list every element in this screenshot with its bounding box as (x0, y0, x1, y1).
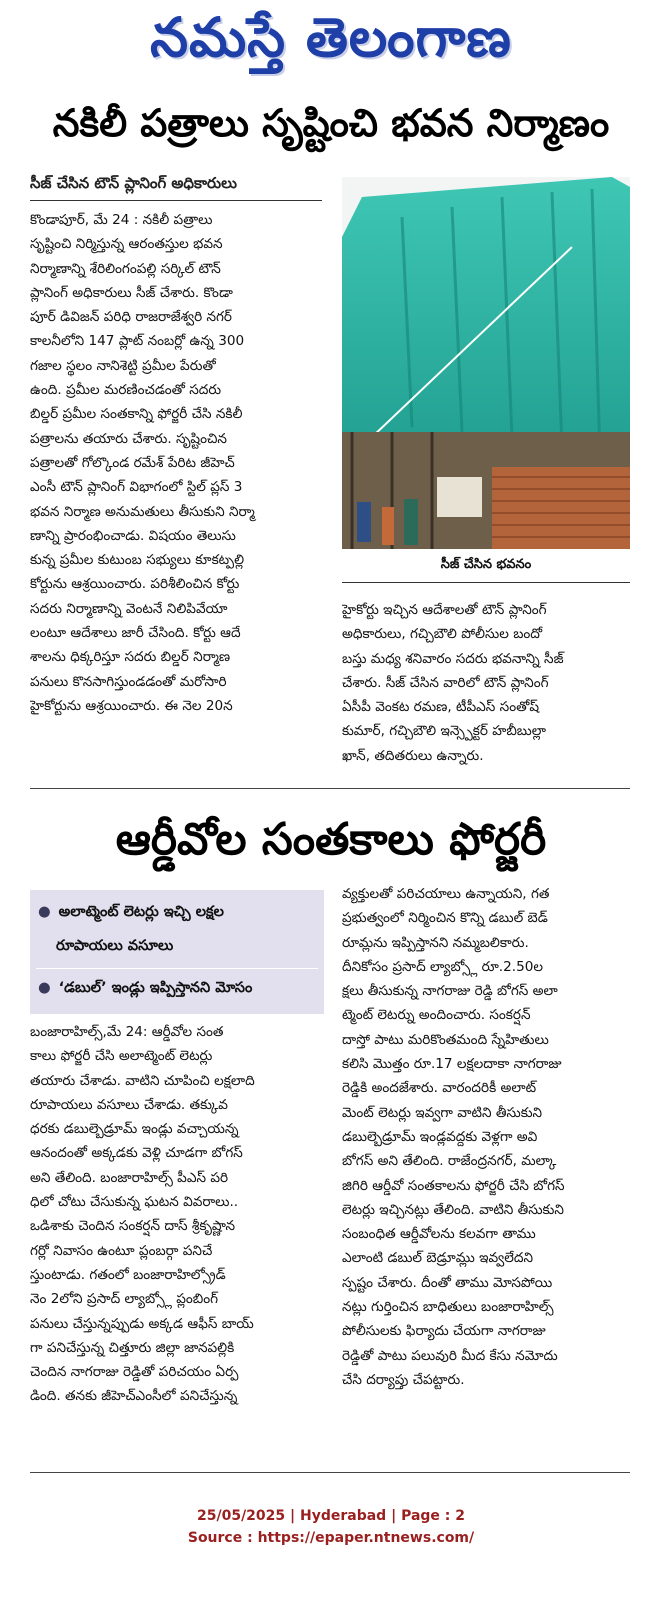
text-line: చెందిన నాగరాజు రెడ్డితో పరిచయం ఏర్ప (30, 1364, 239, 1381)
article1-body-right (342, 598, 630, 768)
text-line: స్పష్టం చేశారు. దీంతో తాము మోసపోయి (342, 1274, 553, 1291)
text-line: బంజారాహిల్స్,మే 24: ఆర్డీవోల సంత (30, 1024, 224, 1040)
text-line: ఎలాంటి డబుల్ బెడ్రూమ్లు ఇవ్వలేదని (342, 1250, 533, 1267)
text-line: కాలనీలోని 147 ప్లాట్ నంబర్లో ఉన్న 300 (30, 333, 245, 350)
highlight-item: ● అలాట్మెంట్ లెటర్లు ఇచ్చి లక్షల (38, 904, 224, 920)
photo-caption: సీజ్ చేసిన భవనం (342, 552, 630, 583)
text-line: పనులు చేస్తున్నప్పుడు అక్కడ ఆఫీస్ బాయ్ (30, 1315, 254, 1332)
article1-headline: నకిలీ పత్రాలు సృష్టించి భవన నిర్మాణం (52, 101, 610, 145)
text-line: రెడ్డితో పాటు పలువురి మీద కేసు నమోదు (342, 1347, 558, 1364)
article2-body-right (342, 882, 630, 1392)
text-line: లెటర్లు ఇచ్చినట్లు తేలింది. వాటిని తీసుకుని (342, 1201, 564, 1218)
text-line: అధికారులు, గచ్చిబౌలి పోలీసుల బందో (342, 626, 543, 643)
text-line: అని తేలింది. బంజారాహిల్స్ పీఎస్ పరి (30, 1169, 229, 1186)
text-line: ట్మెంట్ లెటర్ను అందించారు. సంకర్షన్ (342, 1007, 531, 1024)
text-line: వ్యక్తులతో పరిచయాలు ఉన్నాయని, గత (342, 886, 550, 902)
article2-body-left (30, 1020, 322, 1409)
text-line: చేసి దర్యాప్తు చేపట్టారు. (342, 1371, 465, 1388)
text-line: కలిసి మొత్తం రూ.17 లక్షలదాకా నాగరాజు (342, 1056, 562, 1073)
text-line: బస్తు మధ్య శనివారం సదరు భవనాన్ని సీజ్ (342, 650, 564, 667)
article1-body-left (30, 208, 322, 718)
text-line: సంబంధిత ఆర్డీవోలను కలవగా తాము (342, 1226, 536, 1243)
text-line: ధరకు డబుల్బెడ్రూమ్ ఇండ్లు వచ్చాయన్న (30, 1121, 239, 1138)
text-line: లంటూ ఆదేశాలు జారీ చేసింది. కోర్టు ఆదే (30, 625, 241, 642)
footer-date-edition: 25/05/2025 | Hyderabad | Page : 2 (196, 1508, 466, 1524)
text-line: కున్న ప్రమీల కుటుంబ సభ్యులు కూకట్పల్లి (30, 552, 245, 569)
article1-subhead: సీజ్ చేసిన టౌన్ ప్లానింగ్ అధికారులు (30, 174, 322, 201)
text-line: జిగిరి ఆర్డీవో సంతకాలను ఫోర్జరీ చేసి బోగస్ (342, 1177, 565, 1194)
text-line: హైకోర్టును ఆశ్రయించారు. ఈ నెల 20న (30, 697, 233, 714)
text-line: రెడ్డికి అందజేశారు. వారందరికీ అలాట్ (342, 1080, 537, 1097)
text-line: కుమార్, గచ్చిబౌలి ఇన్స్పెక్టర్ హబీబుల్లా (342, 723, 546, 740)
text-line: ఖాన్, తదితరులు ఉన్నారు. (342, 747, 484, 764)
text-line: తయారు చేశాడు. వాటిని చూపించి లక్షలాది (30, 1072, 255, 1089)
text-line: పోలీసులకు ఫిర్యాదు చేయగా నాగరాజు (342, 1323, 546, 1340)
text-line: గజాల స్థలం నానిశెట్టి ప్రమీల పేరుతో (30, 357, 216, 374)
text-line: గర్లో నివాసం ఉంటూ ప్లంబర్గా పనిచే (30, 1242, 213, 1259)
highlight-divider (36, 968, 318, 969)
text-line: స్తుంటాడు. గతంలో బంజారాహిల్స్రోడ్ (30, 1266, 226, 1283)
text-line: కొండాపూర్, మే 24 : నకిలీ పత్రాలు (30, 212, 213, 228)
text-line: రూమ్లను ఇప్పిస్తానని నమ్మబలికారు. (342, 934, 529, 951)
footer-source: Source : https://epaper.ntnews.com/ (187, 1530, 475, 1546)
text-line: పత్రాలను తయారు చేశారు. సృష్టించిన (30, 430, 227, 447)
text-line: భవన నిర్మాణ అనుమతులు తీసుకుని నిర్మా (30, 503, 255, 520)
text-line: బోగస్ అని తేలింది. రాజేంద్రనగర్, మల్కా (342, 1153, 557, 1170)
highlights-box (30, 890, 324, 1014)
text-line: కాలు ఫోర్జరీ చేసి అలాట్మెంట్ లెటర్లు (30, 1048, 213, 1065)
text-line: ఎంసీ టౌన్ ప్లానింగ్ విభాగంలో స్టిల్ ప్లస్ 3 (30, 479, 243, 496)
text-line: కోర్టును ఆశ్రయించారు. పరిశీలించిన కోర్టు (30, 576, 240, 593)
text-line: మెంట్ లెటర్లు ఇవ్వగా వాటిని తీసుకుని (342, 1104, 543, 1121)
text-line: దీనికోసం ప్రసాద్ ల్యాబ్స్లో రూ.2.50ల (342, 958, 544, 975)
text-line: ప్రభుత్వంలో నిర్మించిన కొన్ని డబుల్ బెడ్ (342, 910, 548, 927)
masthead: నమస్తే తెలంగాణ (150, 6, 512, 69)
seized-building-photo (342, 177, 630, 549)
text-line: క్షలు తీసుకున్న నాగరాజు రెడ్డి బోగస్ అలా (342, 983, 558, 1000)
text-line: రూపాయలు వసూలు చేశాడు. తక్కువ (30, 1096, 228, 1113)
text-line: పనులు కొనసాగిస్తుండడంతో మరోసారి (30, 673, 227, 690)
text-line: డింది. తనకు జీహెచ్ఎంసీలో పనిచేస్తున్న (30, 1388, 238, 1405)
text-line: పూర్ డివిజన్ పరిధి రాజరాజేశ్వరి నగర్ (30, 309, 232, 326)
section-divider (30, 788, 630, 789)
text-line: ఉంది. ప్రమీల మరణించడంతో సదరు (30, 382, 222, 399)
text-line: నిర్మాణాన్ని శేరిలింగంపల్లి సర్కిల్ టౌన్ (30, 260, 221, 277)
bottom-rule (30, 1472, 630, 1473)
highlight-item-continued: రూపాయలు వసూలు (56, 938, 174, 954)
text-line: ఆనందంతో అక్కడకు వెళ్లి చూడగా బోగస్ (30, 1145, 243, 1162)
text-line: పత్రాలతో గోల్కొండ రమేశ్ పేరిట జీహెచ్ (30, 454, 235, 471)
text-line: చేశారు. సీజ్ చేసిన వారిలో టౌన్ ప్లానింగ్ (342, 674, 549, 691)
text-line: డబుల్బెడ్రూమ్ ఇండ్లవద్దకు వెళ్లగా అవి (342, 1128, 538, 1145)
text-line: నెం 2లోని ప్రసాద్ ల్యాబ్స్లో ప్లంబింగ్ (30, 1291, 219, 1308)
text-line: శాలను ధిక్కరిస్తూ సదరు బిల్డర్ నిర్మాణ (30, 649, 231, 666)
text-line: ధిలో చోటు చేసుకున్న ఘటన వివరాలు.. (30, 1194, 239, 1211)
text-line: ఏసీపీ వెంకట రమణ, టీపీఎస్ సంతోష్ (342, 699, 540, 716)
text-line: ణాన్ని ప్రారంభించాడు. విషయం తెలుసు (30, 527, 236, 544)
text-line: ప్లానింగ్ అధికారులు సీజ్ చేశారు. కొండా (30, 284, 233, 301)
text-line: సృష్టించి నిర్మిస్తున్న ఆరంతస్తుల భవన (30, 236, 223, 253)
text-line: బిల్డర్ ప్రమీల సంతకాన్ని ఫోర్జరీ చేసి నకిలీ (30, 406, 243, 423)
text-line: నట్లు గుర్తించిన బాధితులు బంజారాహిల్స్ (342, 1299, 554, 1316)
text-line: దాస్తో పాటు మరికొంతమంది స్నేహితులు (342, 1031, 549, 1048)
text-line: గా పనిచేస్తున్న చిత్తూరు జిల్లా జానపల్లికి (30, 1339, 235, 1356)
highlight-item: ● ‘డబుల్’ ఇండ్లు ఇప్పిస్తానని మోసం (38, 980, 253, 996)
article2-headline: ఆర్డీవోల సంతకాలు ఫోర్జరీ (115, 814, 547, 865)
text-line: సదరు నిర్మాణాన్ని వెంటనే నిలిపివేయా (30, 600, 228, 617)
text-line: ఒడిశాకు చెందిన సంకర్షన్ దాస్ శ్రీకృష్ణాన (30, 1218, 236, 1235)
text-line: హైకోర్టు ఇచ్చిన ఆదేశాలతో టౌన్ ప్లానింగ్ (342, 602, 547, 618)
